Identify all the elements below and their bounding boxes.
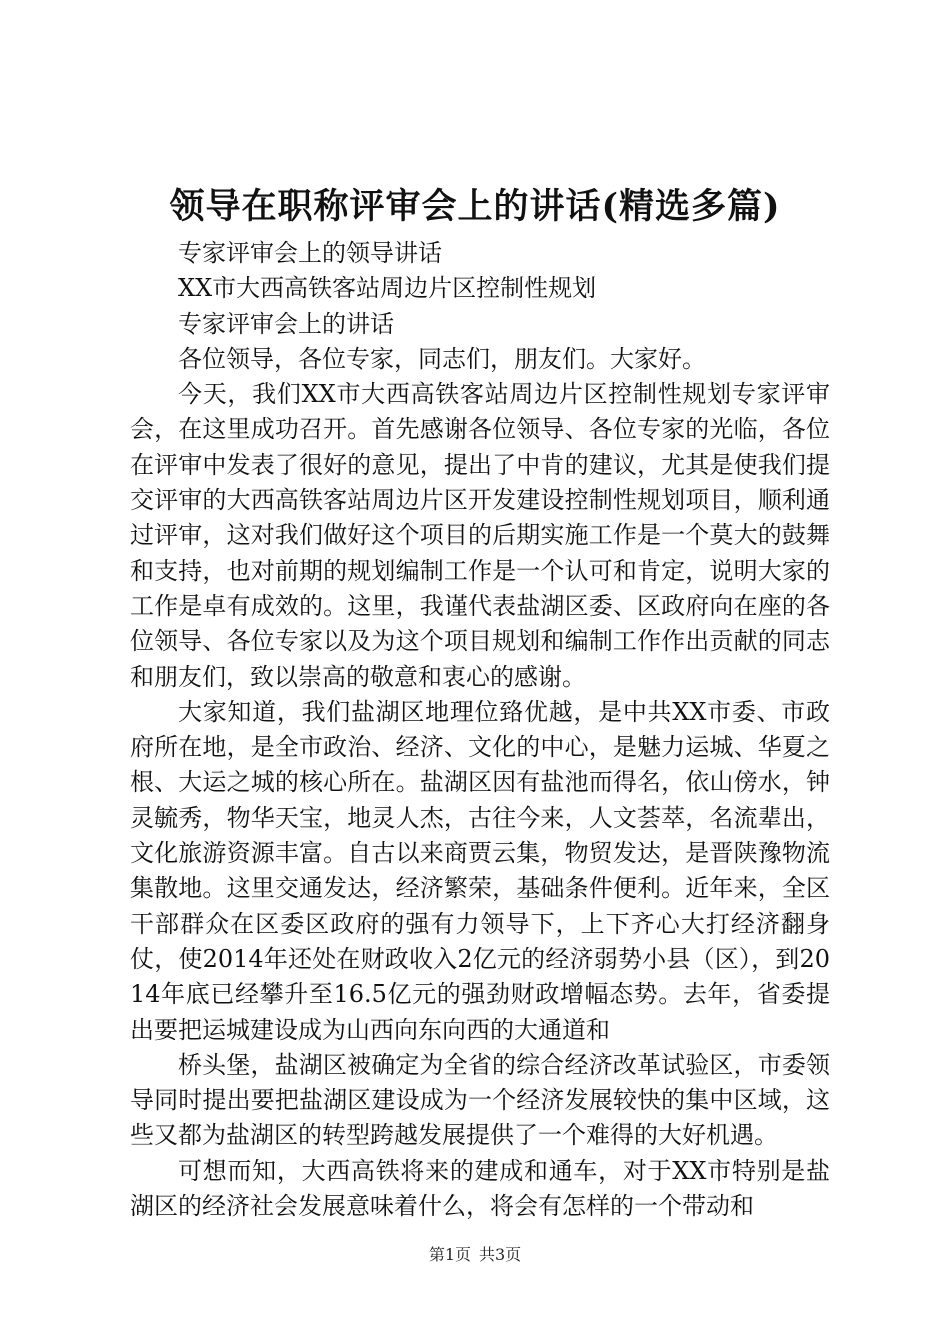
paragraph-body: 可想而知，大西高铁将来的建成和通车，对于XX市特别是盐湖区的经济社会发展意味着什么，将会有怎样的一个带动和 [130,1156,830,1221]
paragraph-subtitle-2: XX市大西高铁客站周边片区控制性规划 [178,274,597,303]
page-number: 第1页 [428,1245,471,1264]
paragraph-subtitle-1: 专家评审会上的领导讲话 [178,239,442,267]
document-title: 领导在职称评审会上的讲话(精选多篇) [169,186,781,227]
page-total: 共3页 [479,1245,522,1264]
paragraph-body: 今天，我们XX市大西高铁客站周边片区控制性规划专家评审会，在这里成功召开。首先感谢各位领导、各位专家的光临，各位在评审中发表了很好的意见，提出了中肯的建议，尤其是使我们提交评审的大西高铁客站周边片区开发建设控制性规划项目，顺利通过评审，这对我们做好这个项目的后期实施工作是一个莫大的鼓舞和支持，也对前期的规划编制工作是一个认可和肯定，说明大家的工作是卓有成效的。这里，我谨代表盐湖区委、区政府向在座的各位领导、各位专家以及为这个项目规划和编制工作作出贡献的同志和朋友们，致以崇高的敬意和衷心的感谢。 [130,380,830,691]
paragraph-subtitle-3: 专家评审会上的讲话 [178,309,394,338]
paragraph-body: 桥头堡，盐湖区被确定为全省的综合经济改革试验区，市委领导同时提出要把盐湖区建设成为一个经济发展较快的集中区域，这些又都为盐湖区的转型跨越发展提供了一个难得的大好机遇。 [130,1050,830,1150]
document-body [130,236,830,1224]
page-footer [0,1243,950,1267]
paragraph-body: 大家知道，我们盐湖区地理位臵优越，是中共XX市委、市政府所在地，是全市政治、经济、文化的中心，是魅力运城、华夏之根、大运之城的核心所在。盐湖区因有盐池而得名，依山傍水，钟灵毓秀，物华天宝，地灵人杰，古往今来，人文荟萃，名流辈出，文化旅游资源丰富。自古以来商贾云集，物贸发达，是晋陕豫物流集散地。这里交通发达，经济繁荣，基础条件便利。近年来，全区干部群众在区委区政府的强有力领导下，上下齐心大打经济翻身仗，使2014年还处在财政收入2亿元的经济弱势小县（区），到2014年底已经攀升至16.5亿元的强劲财政增幅态势。去年，省委提出要把运城建设成为山西向东向西的大通道和 [130,697,830,1044]
paragraph-greeting: 各位领导，各位专家，同志们，朋友们。大家好。 [178,344,706,373]
